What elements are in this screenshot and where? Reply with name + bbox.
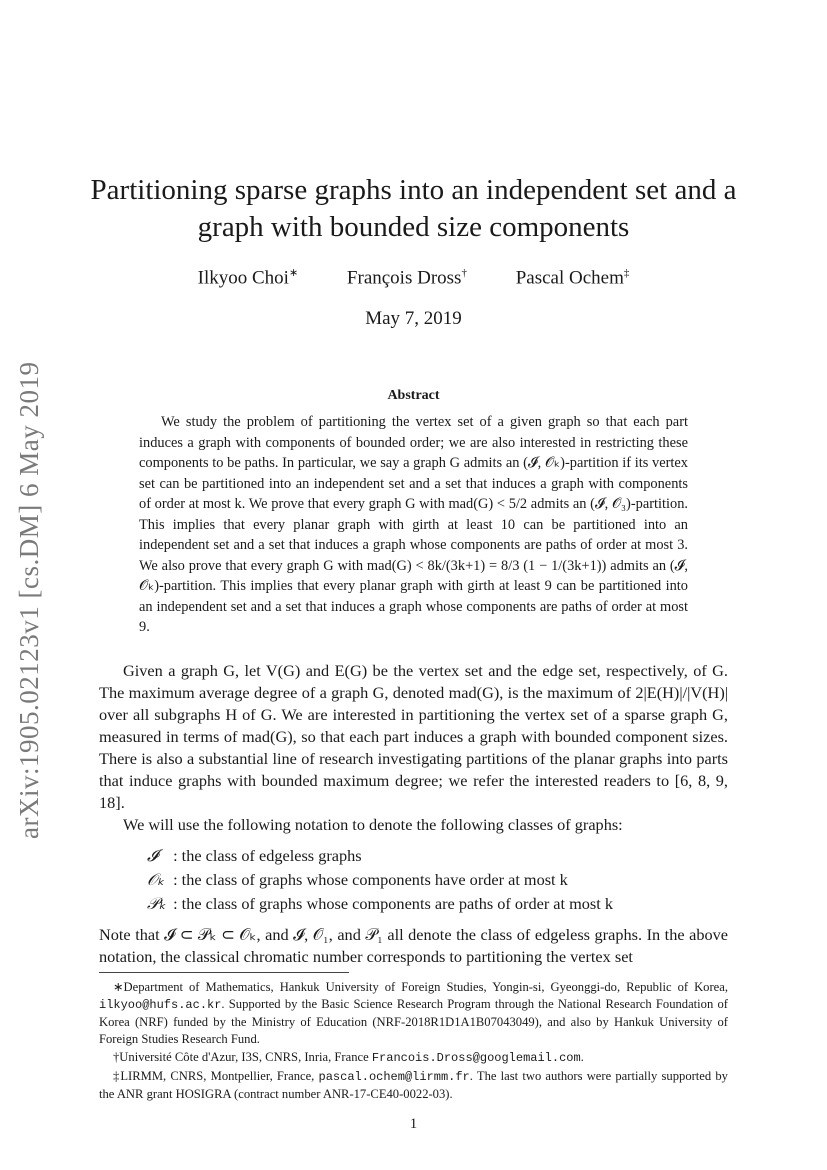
footnote-3: ‡LIRMM, CNRS, Montpellier, France, pascal.ochem@lirmm.fr. The last two authors were partially supported by the ANR grant HOSIGRA (contract number ANR-17-CE40-0022-03).: [99, 1069, 728, 1101]
class-row: 𝒪ₖ : the class of graphs whose components have order at most k: [147, 870, 568, 889]
footnote-2: †Université Côte d'Azur, I3S, CNRS, Inria, France Francois.Dross@googlemail.com.: [113, 1050, 584, 1065]
author-list: [0, 266, 827, 289]
paper-title: Partitioning sparse graphs into an independent set and a graph with bounded size components: [90, 174, 737, 243]
body-text: [99, 660, 728, 968]
paper-date: May 7, 2019: [365, 308, 462, 329]
body-paragraph-1: Given a graph G, let V(G) and E(G) be the vertex set and the edge set, respectively, of G. The maximum average degree of a graph G, denoted mad(G), is the maximum of 2|E(H)|/|V(H)| over all subgraphs H of G. We are interested in partitioning the vertex set of a sparse graph G, measured in terms of mad(G), so that each part induces a graph with bounded component sizes. There is also a substantial line of research investigating partitions of the planar graphs into parts that induce graphs with bounded maximum degree; we refer the interested readers to [6, 8, 9, 18].: [99, 661, 728, 812]
page-number: 1: [409, 1116, 418, 1132]
footnote-1: ∗Department of Mathematics, Hankuk University of Foreign Studies, Yongin-si, Gyeonggi-do, Republic of Korea, ilkyoo@hufs.ac.kr. Supported by the Basic Science Research Program through the National Research Foundation of Korea (NRF) funded by the Ministry of Education (NRF-2018R1D1A1B07043049), and also by Hankuk University of Foreign Studies Research Fund.: [99, 980, 728, 1046]
email-link[interactable]: pascal.ochem@lirmm.fr: [318, 1070, 470, 1084]
class-row: 𝓘 : the class of edgeless graphs: [147, 846, 362, 865]
footnote-rule: [99, 972, 349, 973]
abstract-text: We study the problem of partitioning the vertex set of a given graph so that each part induces a graph with components of bounded order; we are also interested in restricting these components to be paths. In particular, we say a graph G admits an (𝓘, 𝒪ₖ)-partition if its vertex set can be partitioned into an independent set and a set that induces a graph with components of order at most k. We prove that every graph G with mad(G) < 5/2 admits an (𝓘, 𝒪₃)-partition. This implies that every planar graph with girth at least 10 can be partitioned into an independent set and a set that induces a graph whose components are paths of order at most 3. We also prove that every graph G with mad(G) < 8k/(3k+1) = 8/3 (1 − 1/(3k+1)) admits an (𝓘, 𝒪ₖ)-partition. This implies that every planar graph with girth at least 9 can be partitioned into an independent set and a set that induces a graph whose components are paths of order at most 9.: [139, 414, 688, 635]
footnotes: [99, 979, 728, 1104]
arxiv-stamp: arXiv:1905.02123v1 [cs.DM] 6 May 2019: [14, 361, 44, 839]
author-2: François Dross†: [346, 267, 467, 289]
email-link[interactable]: ilkyoo@hufs.ac.kr: [99, 998, 222, 1012]
class-row: 𝒫ₖ : the class of graphs whose components are paths of order at most k: [147, 894, 614, 913]
body-paragraph-3: Note that 𝓘 ⊂ 𝒫ₖ ⊂ 𝒪ₖ, and 𝓘, 𝒪₁, and 𝒫₁ all denote the class of edgeless graphs. In the above notation, the classical chromatic number corresponds to partitioning the vertex set: [99, 925, 728, 966]
class-definitions: [147, 844, 728, 916]
email-link[interactable]: Francois.Dross@googlemail.com: [371, 1051, 581, 1065]
author-3: Pascal Ochem‡: [515, 267, 630, 289]
body-paragraph-2: We will use the following notation to denote the following classes of graphs:: [123, 815, 623, 834]
abstract-heading: Abstract: [387, 388, 440, 403]
author-1: Ilkyoo Choi∗: [197, 267, 299, 289]
